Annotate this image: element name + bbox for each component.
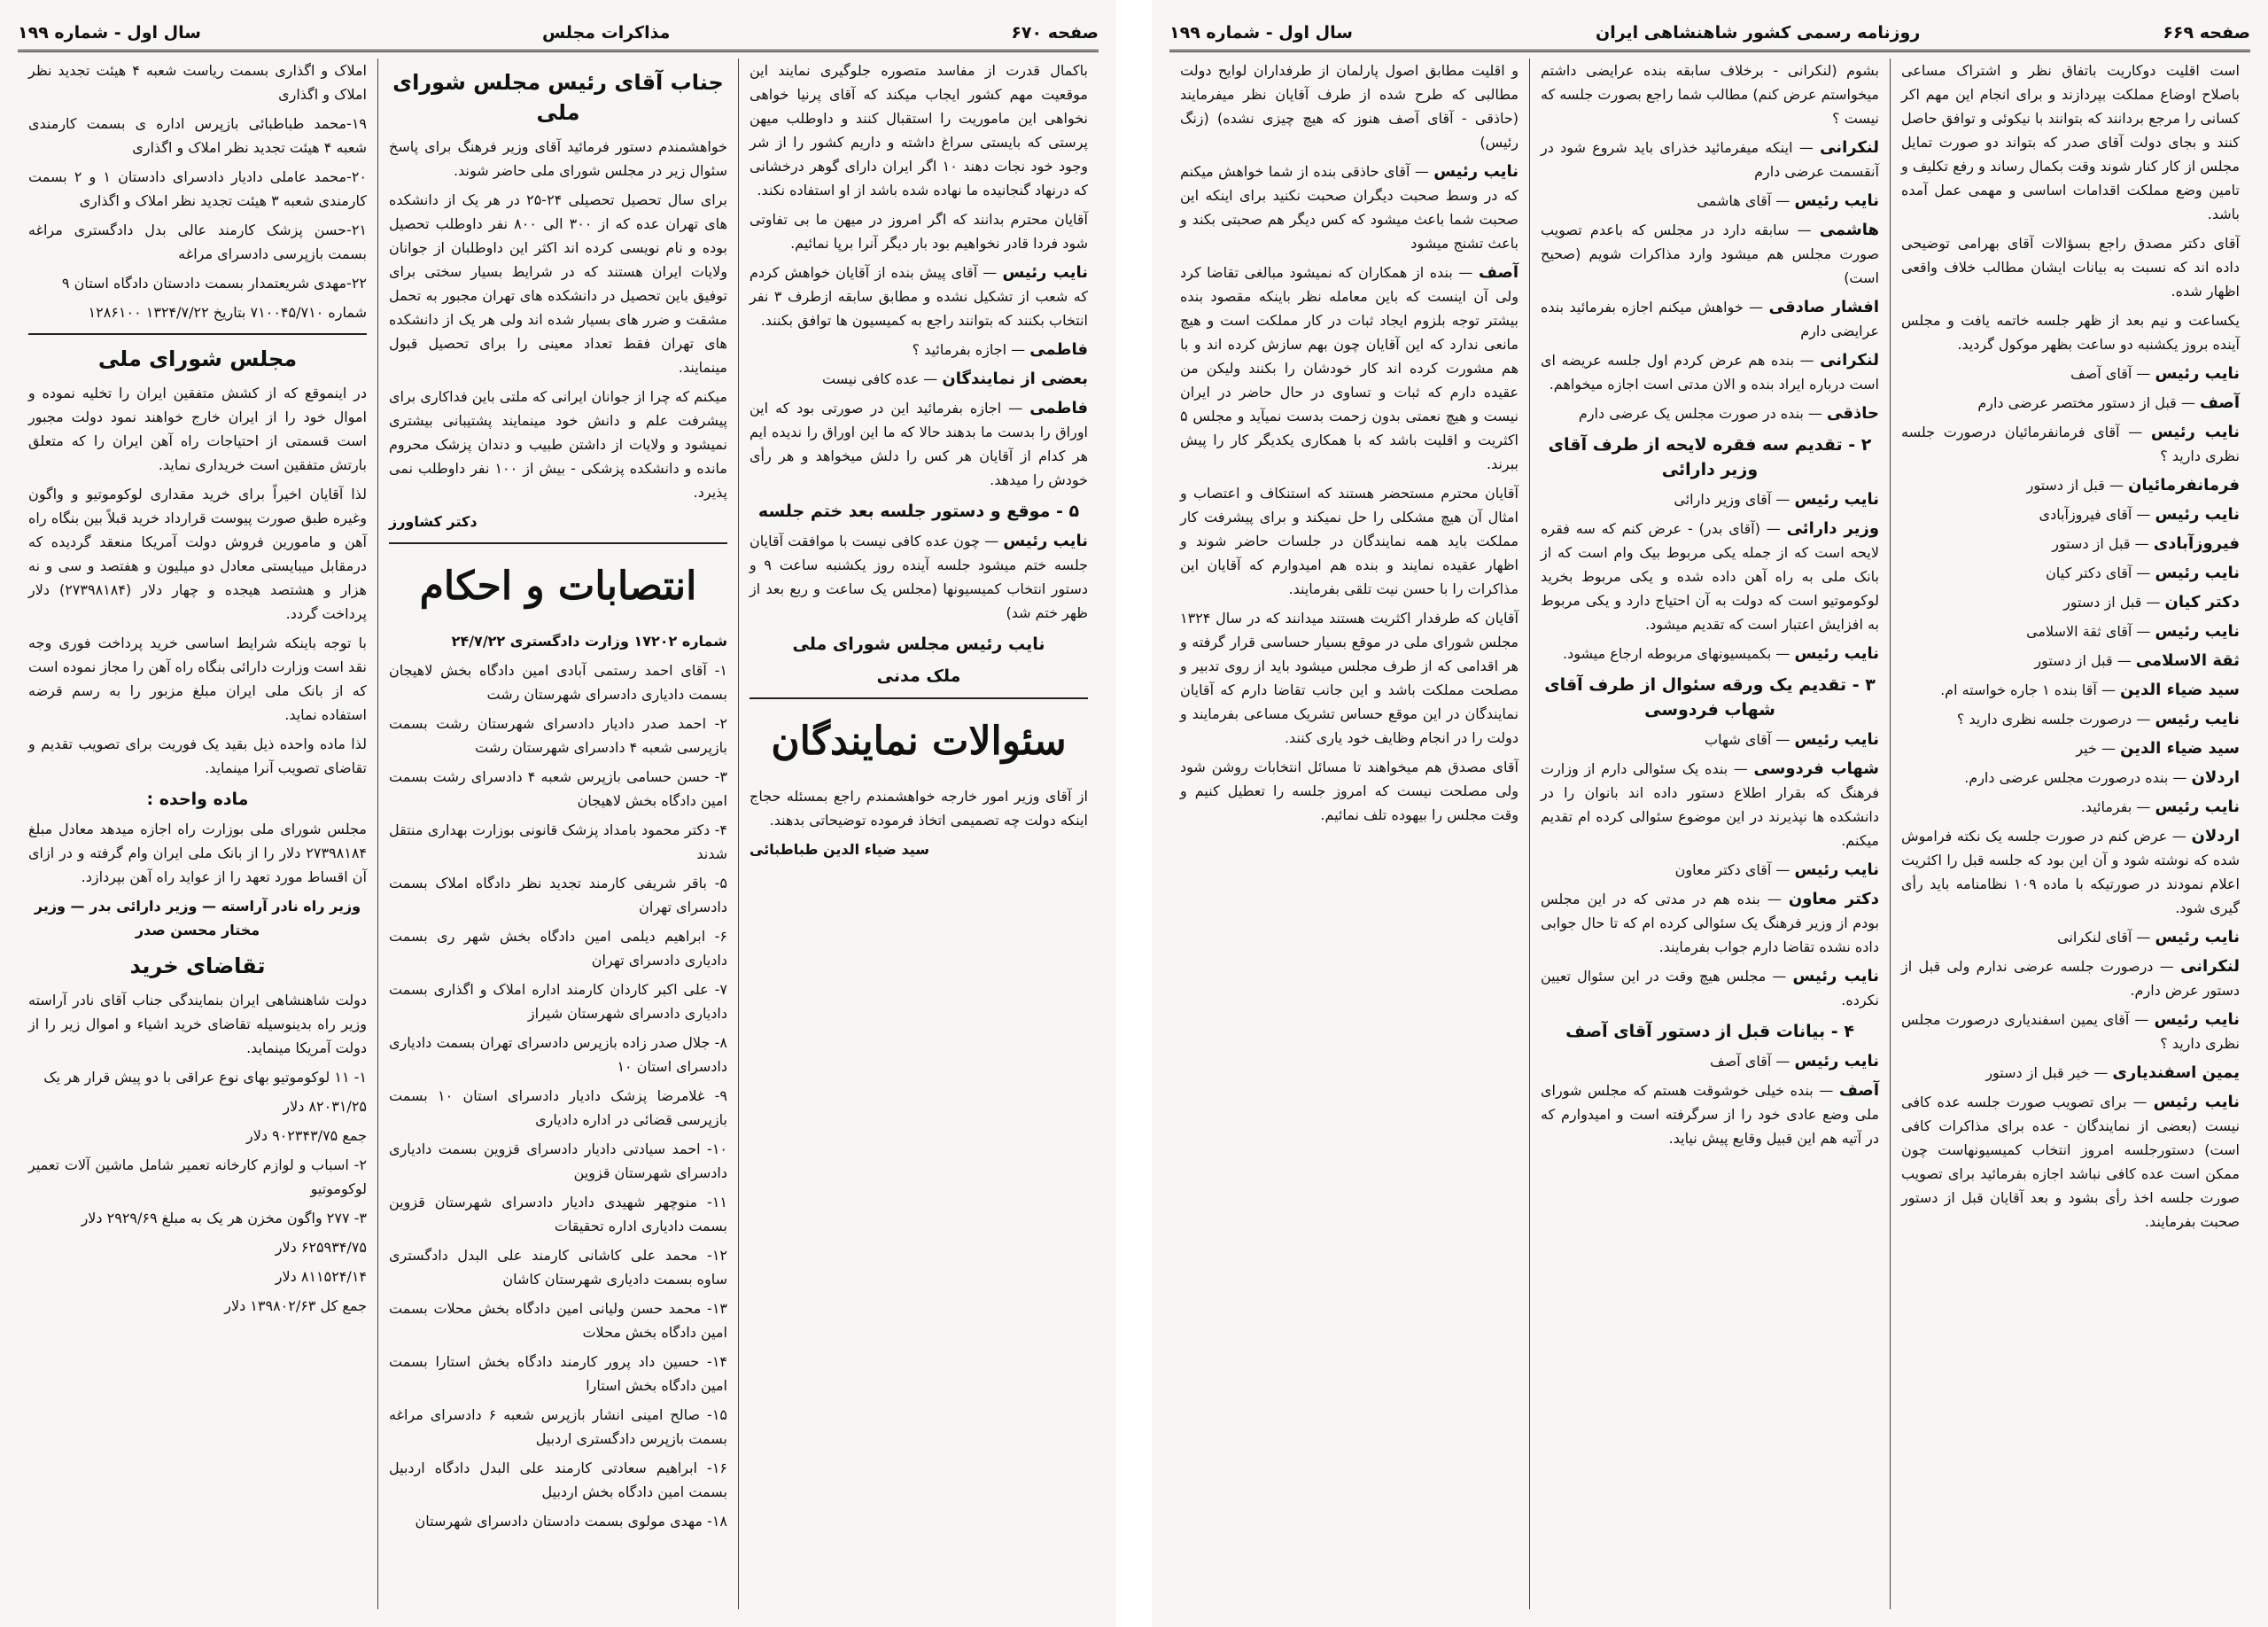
signers: وزیر راه نادر آراسته — وزیر دارائی بدر — وزیر مختار محسن صدر <box>34 898 361 938</box>
speech-text: آقای شهاب <box>1705 731 1772 748</box>
amount-line: ۸۲۰۳۱/۲۵ دلار <box>283 1098 367 1115</box>
speech: دکتر کیان — قبل از دستور <box>2063 593 2240 611</box>
column-minutes-3 <box>1890 58 2250 1609</box>
speech: یمین اسفندیاری — خیر قبل از دستور <box>1985 1063 2240 1082</box>
page-header <box>1169 16 2250 52</box>
speech: نایب رئیس — آقای آصف <box>1710 1052 1879 1070</box>
speaker-name: نایب رئیس <box>1003 532 1088 550</box>
paragraph: لذا آقایان اخیراً برای خرید مقداری لوکوموتیو و واگون وغیره طبق صورت پیوست قرارداد خرید قبلاً بین بنگاه راه آهن و مامورین فروش دولت آمریکا منعقد گردیده که درمقابل میبایستی معادل دو میلیون و هفتصد و سی و نه هزار و هشتصد هیجده و چهار دلار (۲۷۳۹۸۱۸۴) دلار پرداخت گردد. <box>28 486 367 622</box>
section-heading: ۳ - تقدیم یک ورقه سئوال از طرف آقای شهاب فردوسی <box>1544 675 1876 720</box>
speaker-name: نایب رئیس <box>1794 490 1879 509</box>
paragraph: میکنم که چرا از جوانان ایرانی که ملتی باین فداکاری برای پیشرفت علم و دانش خود مینمایند پشتیبانی بیشتری نمیشود و ولایات از داشتن طبیب و دندان پزشک محروم مانده و دانشکده پزشکی - بیش از ۱۰۰ نفر داوطلب نمی پذیرد. <box>389 388 728 501</box>
paragraph: آقای مصدق هم میخواهند تا مسائل انتخابات روشن شود ولی مصلحت نیست که امروز جلسه را تعطیل کنیم و وقت مجلس را بیهوده تلف نمائیم. <box>1180 759 1518 823</box>
speech: لنکرانی — اینکه میفرمائید خذرای باید شروع شود در آنقسمت عرضی دارم <box>1541 138 1880 180</box>
list-item: ۱۴- حسین داد پرور کارمند دادگاه بخش استارا بسمت امین دادگاه بخش استارا <box>389 1353 727 1394</box>
amount-line: ۲- اسباب و لوازم کارخانه تعمیر شامل ماشین آلات تعمیر لوکوموتیو <box>28 1156 367 1197</box>
speech: ثقة الاسلامی — قبل از دستور <box>2034 651 2240 670</box>
amount-line: ۶۲۵۹۳۴/۷۵ دلار <box>275 1239 367 1256</box>
speech-text: اجازه بفرمائید این در صورتی بود که این اوراق را بدست ما بدهند حالا که ما این اوراق را ندیده ایم هر کدام از آقایان هر کس را دلش میخواهد و هر رأی خودش را میدهد. <box>750 400 1088 488</box>
speech-text: آقای ثقة الاسلامی <box>2026 623 2132 640</box>
section-heading: ۵ - موقع و دستور جلسه بعد ختم جلسه <box>757 502 1080 521</box>
speaker-name: اردلان <box>2191 827 2241 845</box>
speaker-name: نایب رئیس <box>2155 364 2240 383</box>
speech: نایب رئیس — بفرمائید. <box>2080 798 2240 816</box>
page-number: صفحه ۶۶۹ <box>2163 23 2250 43</box>
column-minutes-1 <box>1169 58 1529 1609</box>
amount-line: جمع کل ۱۳۹۸۰۲/۶۳ دلار <box>224 1297 367 1314</box>
speech-text: آقای وزیر دارائی <box>1674 491 1772 508</box>
speech: نایب رئیس — درصورت جلسه نظری دارید ؟ <box>1956 710 2240 728</box>
section-heading: ۴ - بیانات قبل از دستور آقای آصف <box>1565 1022 1854 1041</box>
speech-text: بنده در صورت مجلس یک عرضی دارم <box>1578 405 1804 422</box>
speaker-name: نایب رئیس <box>1794 1052 1879 1070</box>
speech: نایب رئیس — آقای حاذقی بنده از شما خواهش میکنم که در وسط صحبت دیگران صحبت نکنید برای اینکه این صحبت شما باعث میشود که کس دیگر هم صحبتی بکند و باعث تشنج میشود <box>1180 162 1519 252</box>
speech: نایب رئیس — برای تصویب صورت جلسه عده کافی نیست (بعضی از نمایندگان - عده برای مذاکرات کافی است) دستورجلسه امروز انتخاب کمیسیونهاست چون ممکن است عده کافی نباشد اجازه بفرمائید برای تصویب صورت جلسه اخذ رأی بشود و بعد آقایان قبل از دستور صحبت بفرمایند. <box>1901 1093 2241 1230</box>
decree-number: شماره ۱۷۲۰۲ وزارت دادگستری ۲۴/۷/۲۲ <box>451 633 727 650</box>
speech: نایب رئیس — آقای فرمانفرمائیان درصورت جلسه نظری دارید ؟ <box>1901 423 2240 464</box>
list-item: ۱۰- احمد سیادتی دادیار دادسرای قزوین بسمت دادیاری دادسرای شهرستان قزوین <box>389 1140 727 1181</box>
speech-text: (آقای بدر) - عرض کنم که سه فقره لایحه است که از جمله یکی مربوط بیک وام است که از بانک ملی به راه آهن داده شده و یکی مربوط بخرید لوکوموتیو است که دولت به آن احتیاج دارد و یکی مربوط به افزایش اعتبار است که تقدیم میشود. <box>1541 520 1879 633</box>
speaker-name: فرمانفرمائیان <box>2128 476 2240 494</box>
signature: دکتر کشاورز <box>389 513 478 530</box>
list-item: ۱۲- محمد علی کاشانی کارمند علی البدل دادگستری ساوه بسمت دادیاری شهرستان کاشان <box>389 1247 727 1288</box>
speech-text: خیر قبل از دستور <box>1985 1064 2090 1081</box>
page-header <box>18 16 1099 52</box>
speaker-name: لنکرانی <box>1820 138 1880 157</box>
speaker-name: اردلان <box>2191 768 2240 787</box>
paragraph: آقایان محترم مستحضر هستند که استنکاف و اعتصاب و امثال آن هیچ مشکلی را حل نمیکند و برای پیشرفت کار مملکت باید همه نمایندگان در جلسات حاضر شوند و اظهار عقیده نمایند و بنده هم امیدوارم که آقایان این مذاکرات را با حسن نیت تلقی بفرمایند. <box>1180 485 1518 597</box>
column-debate <box>738 58 1099 1609</box>
speaker-name: آصف <box>1839 1081 1879 1100</box>
speaker-name: سید ضیاء الدین <box>2120 681 2240 699</box>
paragraph: در اینموقع که از کشش متفقین ایران را تخلیه نموده و اموال خود را از ایران خارج خواهند نمود دولت مجبور است قسمتی از احتیاجات راه آهن ایران را که متعلق بارتش متفقین است خریداری نماید. <box>28 385 367 473</box>
speech: شهاب فردوسی — بنده یک سئوالی دارم از وزارت فرهنگ که بقرار اطلاع دستور داده اند بانوان را در دانشکده ها نپذیرند در این موضوع سئوالی کرده ام تقدیم میکنم. <box>1541 759 1879 849</box>
speaker-name: افشار صادقی <box>1768 298 1879 316</box>
speech: نایب رئیس — مجلس هیچ وقت در این سئوال تعیین نکرده. <box>1541 967 1880 1008</box>
list-item: ۱۹-محمد طباطبائی بازپرس اداره ی بسمت کارمندی شعبه ۴ هیئت تجدید نظر املاک و اگذاری <box>28 115 367 156</box>
speech: نایب رئیس — آقای وزیر دارائی <box>1674 490 1879 509</box>
speech-text: آقای دکتر کیان <box>2046 564 2132 581</box>
speech: سید ضیاء الدین — آقا بنده ۱ جاره خواسته ام. <box>1940 681 2240 699</box>
speech-text: بفرمائید. <box>2080 798 2132 815</box>
section-banner: انتصابات و احکام <box>419 564 697 609</box>
speaker-name: آصف <box>1479 263 1519 282</box>
speaker-name: لنکرانی <box>2180 957 2240 976</box>
issue-number: سال اول - شماره ۱۹۹ <box>1169 23 1353 43</box>
speech-text: سابقه دارد در مجلس که باعدم تصویب صورت مجلس هم میشود وارد مذاکرات شویم (صحیح است) <box>1541 222 1879 286</box>
paragraph: و اقلیت مطابق اصول پارلمان از طرفداران لوایح دولت مطالبی که طرح شده از طرف آقایان نظر میفرمایند (حاذقی - آقای آصف هنوز که هیچ چیزی نشده) (زنگ رئیس) <box>1180 62 1518 151</box>
paragraph: لذا ماده واحده ذیل بقید یک فوریت برای تصویب تقدیم و تقاضای تصویب آنرا مینماید. <box>28 736 367 776</box>
list-item: ۲۱-حسن پزشک کارمند عالی بدل دادگستری مراغه بسمت بازپرسی دادسرای مراغه <box>28 222 367 262</box>
speech: آصف — بنده از همکاران که نمیشود مبالغی تقاضا کرد ولی آن اینست که باین معامله نظر باینکه مقصود بنده بیشتر توجه بلزوم ایجاد ثبات در کار مملکت است و هیچ مانعی ندارد که این آقایان چون بهم سازش کرده اند و با هم مشورت کرده اند کار خودشان را بکنند ولیکن من عقیده دارم که ثبات و تساوی در حال حاضر در ایران نیست و هیچ نعمتی بدون زحمت بدست نمیآید و مجلس ۵ اکثریت و اقلیت باشد که با همکاری یکدیگر کار را پیش ببرند. <box>1180 263 1519 472</box>
speaker-name: فیروزآبادی <box>2153 534 2240 553</box>
speech-text: آقای دکتر معاون <box>1674 861 1772 878</box>
speaker-name: نایب رئیس <box>2153 1093 2241 1111</box>
speech-text: بنده هم در مدتی که در این مجلس بودم از وزیر فرهنگ یک سئوالی کرده ام که تا حال جوابی داده نشده تقاضا دارم جواب بفرمایند. <box>1541 891 1879 955</box>
speech-text: آقای آصف <box>1710 1053 1772 1070</box>
list-item: ۸- جلال صدر زاده بازپرس دادسرای تهران بسمت دادیاری دادسرای استان ۱۰ <box>389 1034 727 1075</box>
column-minutes-2 <box>1529 58 1890 1609</box>
article-heading: ماده واحده : <box>146 790 249 809</box>
column-appointments <box>377 58 738 1609</box>
speech-text: آقا بنده ۱ جاره خواسته ام. <box>1940 681 2097 698</box>
speech: نایب رئیس — آقای ثقة الاسلامی <box>2026 622 2240 641</box>
speech-text: عده کافی نیست <box>821 370 920 387</box>
divider <box>28 333 367 335</box>
speech: بعضی از نمایندگان — عده کافی نیست <box>821 370 1088 388</box>
speech-text: آقای لنکرانی <box>2057 929 2132 946</box>
speaker-name: ثقة الاسلامی <box>2135 651 2240 670</box>
speech: نایب رئیس — چون عده کافی نیست با موافقت آقایان جلسه ختم میشود جلسه آینده روز یکشنبه ساعت ۹ و دستور انتخاب کمیسیونها (مجلس یک ساعت و ربع بعد از ظهر ختم شد) <box>750 532 1089 621</box>
newspaper-page-right <box>1152 0 2268 1627</box>
speaker-name: هاشمی <box>1819 221 1879 239</box>
speech-text: بنده هم عرض کردم اول جلسه عریضه ای است درباره ایراد بنده و الان مدتی است اجازه میخواهم. <box>1541 352 1879 393</box>
speech: لنکرانی — درصورت جلسه عرضی ندارم ولی قبل از دستور عرض دارم. <box>1901 957 2240 999</box>
speaker-name: نایب رئیس <box>1433 162 1519 181</box>
paragraph: آقای دکتر مصدق راجع بسؤالات آقای بهرامی توضیحی داده اند که نسبت به بیانات ایشان مطالب خلاف واقعی اظهار شده. <box>1901 235 2240 300</box>
speaker-name: سید ضیاء الدین <box>2120 739 2240 758</box>
amount-line: جمع ۹۰۲۳۴۳/۷۵ دلار <box>246 1127 367 1144</box>
speaker-name: وزیر دارائی <box>1786 519 1880 538</box>
speaker-name: شهاب فردوسی <box>1753 759 1879 778</box>
speech-text: آقای آصف <box>2070 365 2132 382</box>
signature-title: نایب رئیس مجلس شورای ملی <box>792 634 1045 654</box>
speech: نایب رئیس — آقای پیش بنده از آقایان خواهش کردم که شعب از تشکیل نشده و مطابق سابقه ازطرف ۳ نفر انتخاب بکنند که بتوانند راجع به کمیسیون ها توافق بکنند. <box>750 263 1088 329</box>
section-heading: تقاضای خرید <box>129 954 266 978</box>
speech-text: آقای فیروزآبادی <box>2039 506 2132 523</box>
paragraph: برای سال تحصیل تحصیلی ۲۴-۲۵ در هر یک از دانشکده های تهران عده که از ۳۰۰ الی ۸۰۰ نفر داوطلب تحصیل بوده و نام نویسی کرده اند اکثر این داوطلبان از جوانان ولایات ایران هستند که در شرایط بسیار سختی برای توفیق باین تحصیل در دانشکده های تهران مجبور به تحمل مشقت و ضرر های بسیار شده اند ولی هر یک از دانشکده های تهران فقط تعداد معینی را برای تحصیل قبول مینمایند. <box>389 191 728 376</box>
speech: فرمانفرمائیان — قبل از دستور <box>2026 476 2240 494</box>
paragraph: با توجه باینکه شرایط اساسی خرید پرداخت فوری وجه نقد است وزارت دارائی بنگاه راه آهن را مجاز نموده است که از بانک ملی ایران مبلغ مزبور را به رسم قرضه استفاده نماید. <box>28 634 367 723</box>
speech-text: درصورت جلسه عرضی ندارم ولی قبل از دستور عرض دارم. <box>1901 958 2240 999</box>
speech-text: آقای یمین اسفندیاری درصورت مجلس نظری دارید ؟ <box>1901 1011 2240 1052</box>
paragraph: از آقای وزیر امور خارجه خواهشمندم راجع بمسئله حجاج اینکه دولت چه تصمیمی اتخاذ فرموده توضیحاتی بدهند. <box>750 788 1088 829</box>
column-bills <box>18 58 377 1609</box>
speech: نایب رئیس — آقای لنکرانی <box>2057 928 2240 946</box>
speech-text: درصورت جلسه نظری دارید ؟ <box>1956 711 2132 728</box>
list-item: ۳- حسن حسامی بازپرس شعبه ۴ دادسرای رشت بسمت امین دادگاه بخش لاهیجان <box>389 768 728 809</box>
speaker-name: لنکرانی <box>1820 351 1880 370</box>
speech-text: بنده از همکاران که نمیشود مبالغی تقاضا کرد ولی آن اینست که باین معامله نظر باینکه مقصود بنده بیشتر توجه بلزوم ایجاد ثبات در کار مملکت است و هیچ مانعی ندارد که این آقایان چون بهم سازش کرده اند و با هم مشورت کرده اند کار خودشان را بکنند ولیکن من عقیده دارم که ثبات و تساوی در حال حاضر در ایران نیست و هیچ نعمتی بدون زحمت بدست نمیآید و مجلس ۵ اکثریت و اقلیت باشد که با همکاری یکدیگر کار را پیش ببرند. <box>1180 264 1518 472</box>
section-heading: ۲ - تقدیم سه فقره لایحه از طرف آقای وزیر دارائی <box>1548 435 1872 479</box>
speech: اردلان — عرض کنم در صورت جلسه یک نکته فراموش شده که نوشته شود و آن این بود که جلسه قبل را اکثریت اعلام نمودند در صورتیکه با ماده ۱۰۹ نظامنامه باید رأی گیری شود. <box>1901 827 2241 916</box>
speech: اردلان — بنده درصورت مجلس عرضی دارم. <box>1964 768 2240 787</box>
divider <box>750 697 1088 699</box>
paragraph: ۱- ۱۱ لوکوموتیو بهای نوع عراقی با دو پیش قرار هر یک <box>43 1069 367 1086</box>
speech: آصف — بنده خیلی خوشوقت هستم که مجلس شورای ملی وضع عادی خود را از سرگرفته است و امیدوارم که در آتیه هم این قبیل وقایع پیش نیاید. <box>1541 1081 1879 1147</box>
list-item: ۱۳- محمد حسن ولیانی امین دادگاه بخش محلات بسمت امین دادگاه بخش محلات <box>389 1300 727 1341</box>
letter-title: جناب آقای رئیس مجلس شورای ملی <box>392 70 724 125</box>
speech-text: آقای حاذقی بنده از شما خواهش میکنم که در وسط صحبت دیگران صحبت نکنید برای اینکه این صحبت شما باعث میشود که کس دیگر هم صحبتی بکند و باعث تشنج میشود <box>1180 163 1518 252</box>
speaker-name: نایب رئیس <box>2155 798 2240 816</box>
speech-text: خیر <box>2076 740 2097 757</box>
issue-number: سال اول - شماره ۱۹۹ <box>18 23 201 43</box>
paragraph: بشوم (لنکرانی - برخلاف سابقه بنده عرایضی داشتم میخواستم عرض کنم) مطالب شما راجع بصورت جلسه که نیست ؟ <box>1541 62 1879 127</box>
list-item: ۲۲-مهدی شریعتمدار بسمت دادستان دادگاه استان ۹ <box>61 275 367 292</box>
list-item: ۱۶- ابراهیم سعادتی کارمند علی البدل دادگاه اردبیل بسمت امین دادگاه بخش اردبیل <box>389 1460 727 1500</box>
paragraph: آقایان که طرفدار اکثریت هستند میدانند که در سال ۱۳۲۴ مجلس شورای ملی در موقع بسیار حساسی قرار گرفته و هر اقدامی که از طرف مجلس میشود باید از روی تدبیر و مصلحت مملکت باشد و این جانب تقاضا دارم که آقایان نمایندگان در این موقع حساس تشریک مساعی بفرمایند و دولت را در انجام وظایف خود یاری کنند. <box>1180 610 1518 746</box>
speech-text: چون عده کافی نیست با موافقت آقایان جلسه ختم میشود جلسه آینده روز یکشنبه ساعت ۹ و دستور انتخاب کمیسیونها (مجلس یک ساعت و ربع بعد از ظهر ختم شد) <box>750 533 1089 621</box>
paragraph: آقایان محترم بدانند که اگر امروز در میهن ما بی تفاوتی شود فردا قادر نخواهیم بود بار دیگر آنرا برپا نمائیم. <box>750 211 1088 252</box>
speech: لنکرانی — بنده هم عرض کردم اول جلسه عریضه ای است درباره ایراد بنده و الان مدتی است اجازه میخواهم. <box>1541 351 1880 393</box>
speaker-name: فاطمی <box>1029 399 1088 417</box>
paragraph: یکساعت و نیم بعد از ظهر جلسه خاتمه یافت و مجلس آینده بروز یکشنبه دو ساعت بظهر موکول گردید. <box>1901 312 2240 353</box>
speaker-name: نایب رئیس <box>1794 730 1879 749</box>
amount-line: ۸۱۱۵۲۴/۱۴ دلار <box>275 1268 367 1285</box>
speaker-name: فاطمی <box>1029 340 1088 359</box>
speaker-name: دکتر معاون <box>1788 890 1879 908</box>
speech: آصف — قبل از دستور مختصر عرضی دارم <box>1977 393 2240 412</box>
speaker-name: نایب رئیس <box>2150 423 2240 441</box>
list-item: ۲- احمد صدر دادیار دادسرای شهرستان رشت بسمت بازپرسی شعبه ۴ دادسرای شهرستان رشت <box>389 715 727 756</box>
speech-text: بکمیسیونهای مربوطه ارجاع میشود. <box>1563 645 1772 662</box>
speech: نایب رئیس — آقای دکتر معاون <box>1674 860 1879 879</box>
speech-text: قبل از دستور <box>2034 652 2113 669</box>
speech-text: اینکه میفرمائید خذرای باید شروع شود در آنقسمت عرضی دارم <box>1541 139 1879 180</box>
speech-text: قبل از دستور مختصر عرضی دارم <box>1977 394 2177 411</box>
speech: دکتر معاون — بنده هم در مدتی که در این مجلس بودم از وزیر فرهنگ یک سئوالی کرده ام که تا حال جوابی داده نشده تقاضا دارم جواب بفرمایند. <box>1541 890 1879 955</box>
list-item: ۹- غلامرضا پزشک دادیار دادسرای استان ۱۰ بسمت بازپرسی قضائی در اداره دادیاری <box>389 1087 727 1128</box>
speaker-name: نایب رئیس <box>2155 622 2240 641</box>
speech: فاطمی — اجازه بفرمائید این در صورتی بود که این اوراق را بدست ما بدهند حالا که ما این اوراق را ندیده ایم هر کدام از آقایان هر کس را دلش میخواهد و هر رأی خودش را میدهد. <box>750 399 1088 488</box>
speaker-name: یمین اسفندیاری <box>2112 1063 2240 1082</box>
signature: سید ضیاء الدین طباطبائی <box>750 841 929 858</box>
speech-text: آقای هاشمی <box>1697 192 1772 209</box>
speaker-name: نایب رئیس <box>2155 710 2240 728</box>
paragraph: باکمال قدرت از مفاسد متصوره جلوگیری نمایند این موقعیت مهم کشور ایجاب میکند که آقای پرنیا خواهی نخواهی این ماموریت را استقبال کنند و داوطلب میهن پرستی که بایستی سراغ داشته و داریم کشور را از شر وجود خود نجات دهند ۱۰ اگر ایران دارای گوهر درخشانی که درنهاد گنجانیده ما نهاده شده باشد از او استفاده نکند. <box>750 62 1089 199</box>
speech: نایب رئیس — آقای یمین اسفندیاری درصورت مجلس نظری دارید ؟ <box>1901 1010 2240 1052</box>
speech: فیروزآبادی — قبل از دستور <box>2052 534 2240 553</box>
speech: افشار صادقی — خواهش میکنم اجازه بفرمائید بنده عرایضی دارم <box>1541 298 1879 339</box>
newspaper-page-left <box>0 0 1116 1627</box>
speech-text: آقای پیش بنده از آقایان خواهش کردم که شعب از تشکیل نشده و مطابق سابقه ازطرف ۳ نفر انتخاب بکنند که بتوانند راجع به کمیسیون ها توافق بکنند. <box>750 264 1088 329</box>
list-item: ۶- ابراهیم دیلمی امین دادگاه بخش شهر ری بسمت دادیاری دادسرای تهران <box>389 928 727 969</box>
speech-text: آقای فرمانفرمائیان درصورت جلسه نظری دارید ؟ <box>1901 424 2240 464</box>
speaker-name: نایب رئیس <box>2155 505 2240 524</box>
paragraph: است اقلیت دوکاریت باتفاق نظر و اشتراک مساعی باصلاح اوضاع مملکت بپردازند و برای انجام این مهم اکر کسانی را مرجع بردانند که بتوانند با نیکوئی و توافق حاصل کنند و بجای دولت آقای صدر که بتواند دو صورت تمایل مجلس از کار کنار شوند وقت بکمال رساند و رفع تکلیف و تامین وضع مملکت اقدامات اساسی و مهمی عمل آمده باشد. <box>1901 62 2240 222</box>
speaker-name: نایب رئیس <box>2155 928 2240 946</box>
speaker-name: نایب رئیس <box>1792 967 1880 985</box>
speech: نایب رئیس — آقای شهاب <box>1705 730 1879 749</box>
speaker-name: نایب رئیس <box>2154 1010 2240 1029</box>
speaker-name: نایب رئیس <box>1002 263 1088 282</box>
paragraph: خواهشمندم دستور فرمائید آقای وزیر فرهنگ برای پاسخ سئوال زیر در مجلس شورای ملی حاضر شوند. <box>389 138 727 179</box>
speech: هاشمی — سابقه دارد در مجلس که باعدم تصویب صورت مجلس هم میشود وارد مذاکرات شویم (صحیح است) <box>1541 221 1879 286</box>
list-item: شماره ۷۱۰۰۴۵/۷۱۰ بتاریخ ۱۳۲۴/۷/۲۲ ۱۲۸۶۱۰۰ <box>88 304 367 321</box>
list-item: ۴- دکتر محمود بامداد پزشک قانونی بوزارت بهداری منتقل شدند <box>389 821 727 862</box>
speech: نایب رئیس — آقای هاشمی <box>1697 191 1879 210</box>
list-item: املاک و اگذاری بسمت ریاست شعبه ۴ هیئت تجدید نظر املاک و اگذاری <box>28 62 368 103</box>
speech: وزیر دارائی — (آقای بدر) - عرض کنم که سه فقره لایحه است که از جمله یکی مربوط بیک وام است که از بانک ملی به راه آهن داده شده و یکی مربوط بخرید لوکوموتیو است که دولت به آن احتیاج دارد و یکی مربوط به افزایش اعتبار است که تقدیم میشود. <box>1541 519 1880 633</box>
list-item: ۱- آقای احمد رستمی آبادی امین دادگاه بخش لاهیجان بسمت دادیاری دادسرای شهرستان رشت <box>389 662 727 703</box>
speech-text: قبل از دستور <box>2026 477 2105 494</box>
speaker-name: حاذقی <box>1827 404 1879 423</box>
signature-name: ملک مدنی <box>876 666 961 686</box>
speech-text: بنده درصورت مجلس عرضی دارم. <box>1964 769 2169 786</box>
speech-text: اجازه بفرمائید ؟ <box>912 341 1007 358</box>
speaker-name: نایب رئیس <box>1794 860 1879 879</box>
list-item: ۷- علی اکبر کاردان کارمند اداره املاک و اگذاری بسمت دادیاری دادسرای شهرستان شیراز <box>389 981 727 1022</box>
speech-text: قبل از دستور <box>2052 535 2131 552</box>
speech-text: برای تصویب صورت جلسه عده کافی نیست (بعضی از نمایندگان - عده برای مذاکرات کافی است) دستورجلسه امروز انتخاب کمیسیونهاست چون ممکن است عده کافی نباشد اجازه بفرمائید برای تصویب صورت جلسه اخذ رأی بشود و بعد آقایان قبل از دستور صحبت بفرمایند. <box>1901 1094 2240 1230</box>
speech-text: مجلس هیچ وقت در این سئوال تعیین نکرده. <box>1541 968 1879 1008</box>
speaker-name: نایب رئیس <box>2155 564 2240 582</box>
speech-text: بنده خیلی خوشوقت هستم که مجلس شورای ملی وضع عادی خود را از سرگرفته است و امیدوارم که در آتیه هم این قبیل وقایع پیش نیاید. <box>1541 1082 1879 1147</box>
speech-text: خواهش میکنم اجازه بفرمائید بنده عرایضی دارم <box>1541 299 1879 339</box>
page-number: صفحه ۶۷۰ <box>1011 23 1099 43</box>
speech-text: بنده یک سئوالی دارم از وزارت فرهنگ که بقرار اطلاع دستور داده اند بانوان را در دانشکده ها نپذیرند در این موضوع سئوالی کرده ام تقدیم میکنم. <box>1541 760 1879 849</box>
list-item: ۱۱- منوچهر شهیدی دادیار دادسرای شهرستان قزوین بسمت دادیاری اداره تحقیقات <box>389 1194 727 1234</box>
speech: نایب رئیس — آقای فیروزآبادی <box>2039 505 2240 524</box>
list-item: ۱۵- صالح امینی انشار بازپرس شعبه ۶ دادسرای مراغه بسمت بازپرس دادگستری اردبیل <box>389 1406 727 1447</box>
speaker-name: نایب رئیس <box>1794 644 1879 663</box>
section-title: روزنامه رسمی کشور شاهنشاهی ایران <box>1595 23 1921 43</box>
divider <box>389 542 727 544</box>
list-item: ۱۸- مهدی مولوی بسمت دادستان دادسرای شهرستان <box>415 1513 727 1530</box>
speech-text: عرض کنم در صورت جلسه یک نکته فراموش شده که نوشته شود و آن این بود که جلسه قبل را اکثریت اعلام نمودند در صورتیکه با ماده ۱۰۹ نظامنامه باید رأی گیری شود. <box>1901 828 2241 916</box>
speech: نایب رئیس — آقای دکتر کیان <box>2046 564 2240 582</box>
speech: سید ضیاء الدین — خیر <box>2076 739 2240 758</box>
speaker-name: آصف <box>2200 393 2240 412</box>
paragraph: مجلس شورای ملی بوزارت راه اجازه میدهد معادل مبلغ ۲۷۳۹۸۱۸۴ دلار را از بانک ملی ایران وام گرفته و در ازای آن اقساط مورد تعهد را از عواید راه آهن بپردازد. <box>28 821 367 885</box>
speech: فاطمی — اجازه بفرمائید ؟ <box>912 340 1088 359</box>
list-item: ۲۰-محمد عاملی دادیار دادسرای دادستان ۱ و ۲ بسمت کارمندی شعبه ۳ هیئت تجدید نظر املاک و اگذاری <box>28 168 368 209</box>
speaker-name: نایب رئیس <box>1794 191 1879 210</box>
section-title: مذاکرات مجلس <box>541 23 671 43</box>
speaker-name: دکتر کیان <box>2164 593 2240 611</box>
section-banner: سئوالات نمایندگان <box>771 719 1067 764</box>
speech: نایب رئیس — آقای آصف <box>2070 364 2240 383</box>
section-heading: مجلس شورای ملی <box>97 346 298 371</box>
list-item: ۵- باقر شریفی کارمند تجدید نظر دادگاه املاک بسمت دادسرای تهران <box>389 875 727 915</box>
speech: حاذقی — بنده در صورت مجلس یک عرضی دارم <box>1578 404 1879 423</box>
paragraph: دولت شاهنشاهی ایران بنمایندگی جناب آقای نادر آراسته وزیر راه بدینوسیله تقاضای خرید اشیاء و اموال زیر را از دولت آمریکا مینماید. <box>28 992 367 1056</box>
amount-line: ۳- ۲۷۷ واگون مخزن هر یک به مبلغ ۲۹۲۹/۶۹ دلار <box>81 1210 367 1226</box>
page-gutter <box>1116 0 1152 1627</box>
speaker-name: بعضی از نمایندگان <box>942 370 1088 388</box>
speech-text: قبل از دستور <box>2063 594 2142 611</box>
speech: نایب رئیس — بکمیسیونهای مربوطه ارجاع میشود. <box>1563 644 1879 663</box>
